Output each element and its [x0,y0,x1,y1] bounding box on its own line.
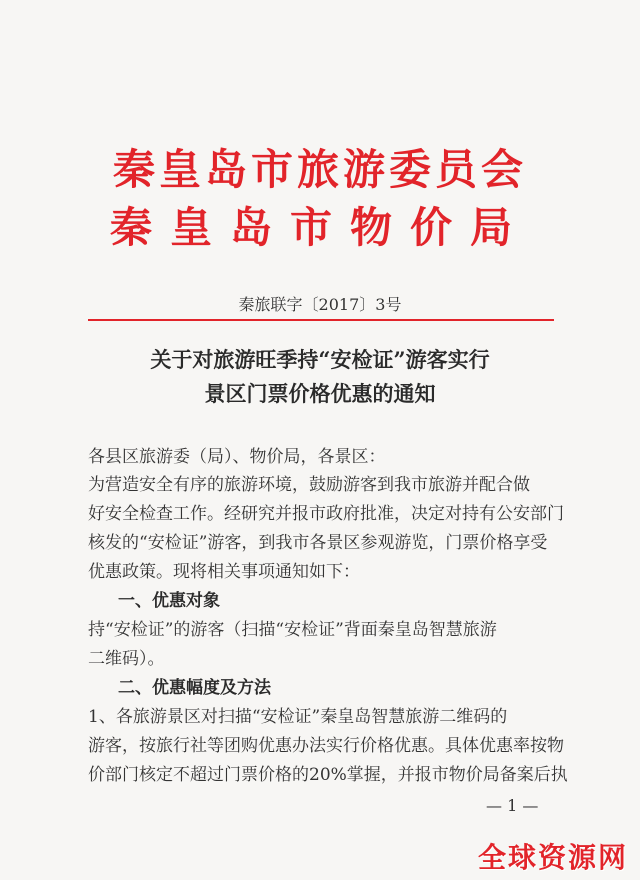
notice-title-line-2: 景区门票价格优惠的通知 [204,381,436,406]
intro-line: 核发的“安检证”游客，到我市各景区参观游览，门票价格享受 [88,533,548,553]
page-number: — 1 — [486,796,539,815]
issuing-org-tourism-committee: 秦皇岛市旅游委员会 [112,145,527,194]
section-2-line: 游客，按旅行社等团购优惠办法实行价格优惠。具体优惠率按物 [88,736,564,756]
salutation: 各县区旅游委（局）、物价局，各景区： [88,447,386,467]
section-2-heading: 二、优惠幅度及方法 [118,678,271,698]
section-2-line: 1、各旅游景区对扫描“安检证”秦皇岛智慧旅游二维码的 [88,707,508,727]
issuing-org-price-bureau: 秦皇岛市物价局 [109,203,530,252]
intro-line: 为营造安全有序的旅游环境，鼓励游客到我市旅游并配合做 [88,475,530,495]
notice-title-line-1: 关于对旅游旺季持“安检证”游客实行 [150,347,490,372]
watermark-logo: 全球资源网 [478,841,629,874]
section-1-line: 二维码）。 [88,649,165,669]
intro-line: 优惠政策。现将相关事项通知如下： [88,562,360,582]
section-2-line: 价部门核定不超过门票价格的20%掌握，并报市物价局备案后执 [88,765,568,785]
document-number: 秦旅联字〔2017〕3号 [238,295,402,314]
section-1-heading: 一、优惠对象 [118,591,220,611]
intro-line: 好安全检查工作。经研究并报市政府批准，决定对持有公安部门 [88,504,564,524]
red-divider-line [88,319,554,321]
section-1-line: 持“安检证”的游客（扫描“安检证”背面秦皇岛智慧旅游 [88,620,497,640]
